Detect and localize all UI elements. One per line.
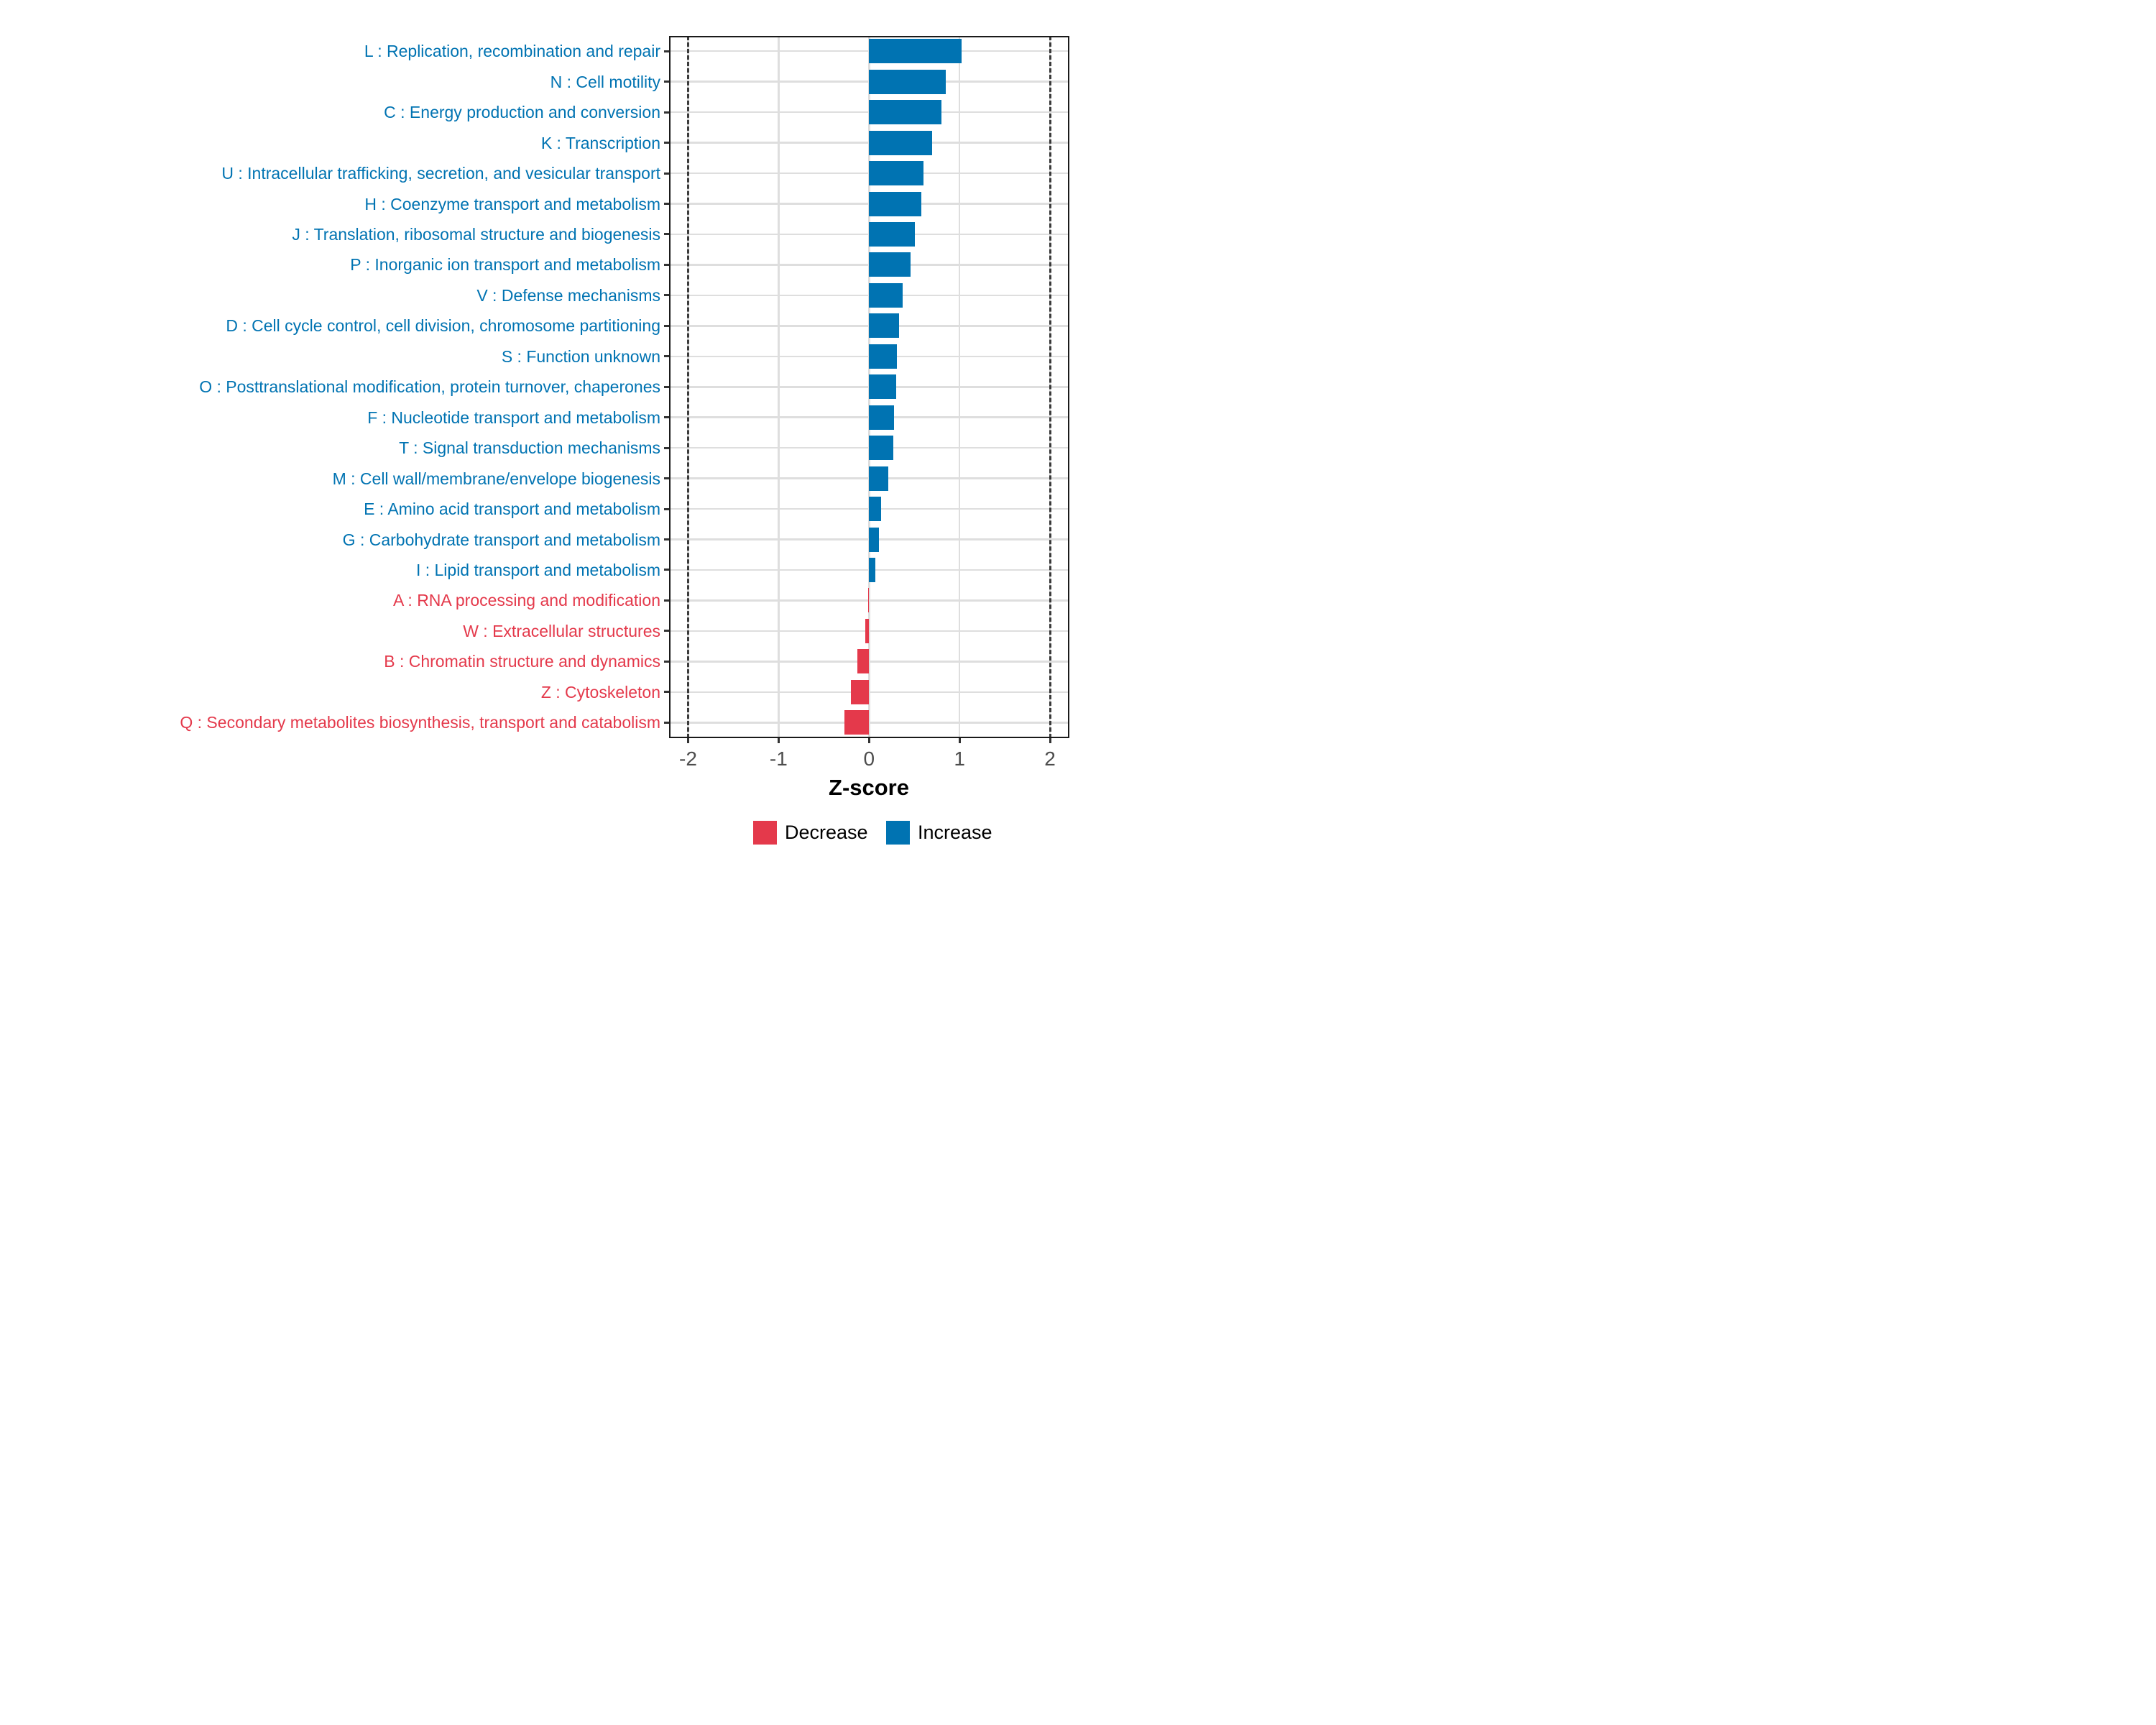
category-label: Z : Cytoskeleton bbox=[540, 682, 660, 702]
y-tick bbox=[664, 233, 669, 235]
y-tick bbox=[664, 508, 669, 510]
category-label: L : Replication, recombination and repair bbox=[364, 42, 660, 61]
y-tick bbox=[664, 111, 669, 114]
y-tick bbox=[664, 142, 669, 144]
x-tick bbox=[687, 738, 689, 743]
category-label: J : Translation, ribosomal structure and biogenesis bbox=[292, 224, 660, 244]
y-tick bbox=[664, 386, 669, 388]
y-tick bbox=[664, 599, 669, 602]
category-label: F : Nucleotide transport and metabolism bbox=[367, 408, 660, 427]
category-label: B : Chromatin structure and dynamics bbox=[384, 652, 660, 671]
y-tick bbox=[664, 569, 669, 571]
y-tick bbox=[664, 661, 669, 663]
x-tick-label: 2 bbox=[1044, 747, 1056, 770]
y-tick bbox=[664, 50, 669, 52]
x-tick bbox=[778, 738, 780, 743]
y-tick bbox=[664, 355, 669, 357]
category-label: N : Cell motility bbox=[550, 72, 660, 91]
y-tick bbox=[664, 722, 669, 724]
plot-panel-border bbox=[669, 36, 1070, 738]
category-label: K : Transcription bbox=[540, 133, 660, 152]
category-label: O : Posttranslational modification, protein turnover, chaperones bbox=[199, 377, 660, 397]
category-label: V : Defense mechanisms bbox=[476, 285, 660, 305]
cog-zscore-bar-chart bbox=[0, 0, 1078, 862]
legend-label-increase: Increase bbox=[918, 822, 992, 843]
category-label: U : Intracellular trafficking, secretion, and vesicular transport bbox=[221, 164, 660, 183]
y-tick bbox=[664, 203, 669, 205]
x-tick bbox=[868, 738, 870, 743]
x-tick-label: -2 bbox=[679, 747, 697, 770]
y-tick bbox=[664, 172, 669, 175]
x-tick-label: -1 bbox=[769, 747, 788, 770]
legend-label-decrease: Decrease bbox=[785, 822, 868, 843]
y-tick bbox=[664, 416, 669, 418]
category-label: W : Extracellular structures bbox=[463, 621, 660, 640]
y-tick bbox=[664, 630, 669, 632]
legend-swatch-decrease bbox=[753, 821, 777, 845]
y-tick bbox=[664, 325, 669, 327]
y-tick bbox=[664, 691, 669, 693]
category-label: T : Signal transduction mechanisms bbox=[399, 438, 660, 458]
x-tick bbox=[1049, 738, 1051, 743]
y-tick bbox=[664, 294, 669, 296]
legend-swatch-increase bbox=[886, 821, 910, 845]
category-label: H : Coenzyme transport and metabolism bbox=[364, 194, 660, 213]
category-label: Q : Secondary metabolites biosynthesis, transport and catabolism bbox=[180, 713, 660, 732]
category-label: S : Function unknown bbox=[501, 346, 660, 366]
category-label: I : Lipid transport and metabolism bbox=[415, 560, 660, 579]
y-tick bbox=[664, 80, 669, 83]
category-label: G : Carbohydrate transport and metabolism bbox=[342, 530, 660, 549]
x-tick-label: 0 bbox=[863, 747, 875, 770]
category-label: E : Amino acid transport and metabolism bbox=[364, 500, 660, 519]
y-tick bbox=[664, 264, 669, 266]
x-tick bbox=[959, 738, 961, 743]
category-label: C : Energy production and conversion bbox=[384, 103, 660, 122]
x-axis-title: Z-score bbox=[829, 775, 909, 800]
x-tick-label: 1 bbox=[954, 747, 965, 770]
category-label: D : Cell cycle control, cell division, chromosome partitioning bbox=[226, 316, 660, 336]
category-label: P : Inorganic ion transport and metabolism bbox=[350, 255, 660, 275]
category-label: M : Cell wall/membrane/envelope biogenesis bbox=[332, 469, 660, 488]
category-label: A : RNA processing and modification bbox=[392, 591, 660, 610]
y-tick bbox=[664, 477, 669, 479]
y-tick bbox=[664, 447, 669, 449]
y-tick bbox=[664, 538, 669, 540]
